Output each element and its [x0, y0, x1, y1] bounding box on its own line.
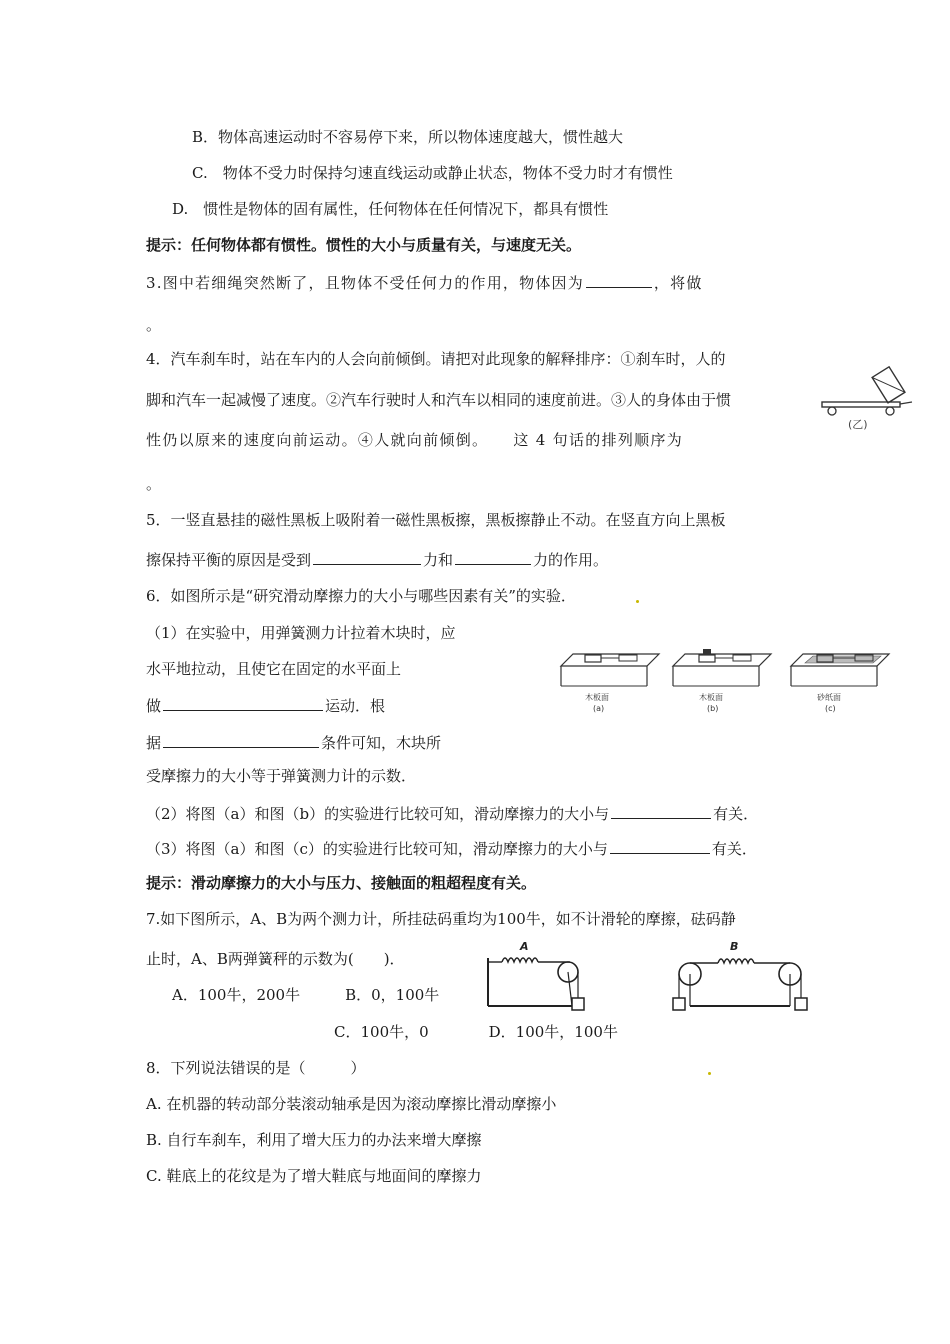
friction-panel-b [673, 649, 771, 713]
wood-block-a [585, 655, 601, 662]
spring-scale-b [733, 655, 751, 661]
cart-figure [818, 362, 914, 434]
q8-option-b: B. 自行车刹车，利用了增大压力的办法来增大摩擦 [146, 1131, 482, 1149]
q3-line1 [146, 271, 703, 293]
q6-blank-motion [163, 694, 323, 711]
q6-text-do: 做 [146, 697, 162, 715]
q6-p2-blank [611, 802, 711, 819]
q6-hint: 提示：滑动摩擦力的大小与压力、接触面的粗超程度有关。 [146, 874, 537, 892]
q3-line2: 。 [146, 316, 162, 334]
friction-panel-a [561, 654, 659, 713]
decorative-dot [636, 600, 639, 603]
q6-p3-blank [610, 837, 710, 854]
q6-text-according: 据 [146, 734, 162, 752]
q6-text-motion: 运动．根 [325, 697, 386, 715]
q2-option-b: B．物体高速运动时不容易停下来，所以物体速度越大，惯性越大 [192, 128, 624, 146]
spring-scale-a [619, 655, 637, 661]
weight-b [703, 649, 711, 655]
q7-options-ab: A．100牛，200牛 B．0，100牛 [172, 986, 440, 1004]
q3-text-a: 3.图中若细绳突然断了，且物体不受任何力的作用，物体因为 [146, 274, 584, 292]
spring-a [502, 958, 538, 962]
q5-text-a: 擦保持平衡的原因是受到 [146, 551, 312, 569]
weight-b-right [795, 998, 807, 1010]
panel-tag-a: (a) [593, 704, 605, 713]
q6-p3 [146, 837, 757, 859]
q2-hint: 提示：任何物体都有惯性。惯性的大小与质量有关，与速度无关。 [146, 236, 582, 254]
weight-b-left [673, 998, 685, 1010]
weight-a [572, 998, 584, 1010]
q6-title: 6．如图所示是“研究滑动摩擦力的大小与哪些因素有关”的实验． [146, 587, 576, 605]
q6-p3-text: （3）将图（a）和图（c）的实验进行比较可知，滑动摩擦力的大小与 [146, 840, 608, 858]
q5-line2 [146, 548, 608, 570]
cart-figure-label: (乙) [848, 418, 868, 431]
q4-line4: 。 [146, 475, 162, 493]
q6-p1-line2: 水平地拉动，且使它在固定的水平面上 [146, 660, 402, 678]
q6-text-condition: 条件可知，木块所 [321, 734, 442, 752]
q6-p3-end: 有关． [711, 840, 757, 858]
pulley-figure-a [482, 936, 594, 1020]
friction-panel-c [791, 654, 889, 713]
scale-label-b: B [730, 940, 739, 953]
pulley-figure-b [668, 936, 812, 1020]
q8-option-c: C. 鞋底上的花纹是为了增大鞋底与地面间的摩擦力 [146, 1167, 482, 1185]
q7-line2: 止时，A、B两弹簧秤的示数为( )． [146, 950, 405, 968]
q4-line1: 4．汽车刹车时，站在车内的人会向前倾倒。请把对此现象的解释排序：①刹车时，人的 [146, 350, 726, 368]
scale-label-a: A [520, 940, 529, 953]
q4-line2: 脚和汽车一起减慢了速度。②汽车行驶时人和汽车以相同的速度前进。③人的身体由于惯 [146, 391, 732, 409]
q7-options-cd: C．100牛，0 D．100牛，100牛 [334, 1023, 618, 1041]
q6-p1-line1: （1）在实验中，用弹簧测力计拉着木块时，应 [146, 624, 456, 642]
q2-option-c: C. 物体不受力时保持匀速直线运动或静止状态，物体不受力时才有惯性 [192, 164, 673, 182]
q3-blank [586, 271, 652, 288]
q2-option-d: D. 惯性是物体的固有属性，任何物体在任何情况下，都具有惯性 [172, 200, 609, 218]
cart-wheel-left [828, 407, 836, 415]
q6-p2 [146, 802, 758, 824]
q6-p2-text: （2）将图（a）和图（b）的实验进行比较可知，滑动摩擦力的大小与 [146, 805, 610, 823]
decorative-dot [708, 1072, 711, 1075]
q3-text-b: ，将做 [653, 274, 703, 292]
panel-tag-b: (b) [707, 704, 719, 713]
q6-p1-line5: 受摩擦力的大小等于弹簧测力计的示数． [146, 767, 417, 785]
wood-block-b [699, 655, 715, 662]
q6-blank-condition [163, 731, 319, 748]
q6-p1-line4 [146, 731, 441, 753]
spring-b [718, 959, 754, 963]
friction-experiment-figure [555, 644, 900, 718]
q8-stem: 8．下列说法错误的是（ ） [146, 1059, 366, 1077]
surface-label-b: 木板面 [699, 693, 723, 702]
panel-tag-c: (c) [825, 704, 836, 713]
cart-string [900, 402, 912, 404]
tilted-block [872, 367, 905, 403]
q6-p1-line3 [146, 694, 385, 716]
q5-text-c: 力的作用。 [533, 551, 609, 569]
q6-p2-end: 有关． [713, 805, 759, 823]
surface-label-a: 木板面 [585, 693, 609, 702]
q4-line3: 性仍以原来的速度向前运动。④人就向前倾倒。 这 4 句话的排列顺序为 [146, 431, 684, 449]
q5-blank-2 [455, 548, 531, 565]
surface-label-c: 砂纸面 [817, 693, 841, 702]
q5-text-b: 力和 [423, 551, 454, 569]
q7-line1: 7.如下图所示，A、B为两个测力计，所挂砝码重均为100牛，如不计滑轮的摩擦，砝码静 [146, 910, 736, 928]
cart-wheel-right [886, 407, 894, 415]
q5-blank-1 [313, 548, 421, 565]
q5-line1: 5．一竖直悬挂的磁性黑板上吸附着一磁性黑板擦，黑板擦静止不动。在竖直方向上黑板 [146, 511, 726, 529]
q8-option-a: A. 在机器的转动部分装滚动轴承是因为滚动摩擦比滑动摩擦小 [146, 1095, 557, 1113]
